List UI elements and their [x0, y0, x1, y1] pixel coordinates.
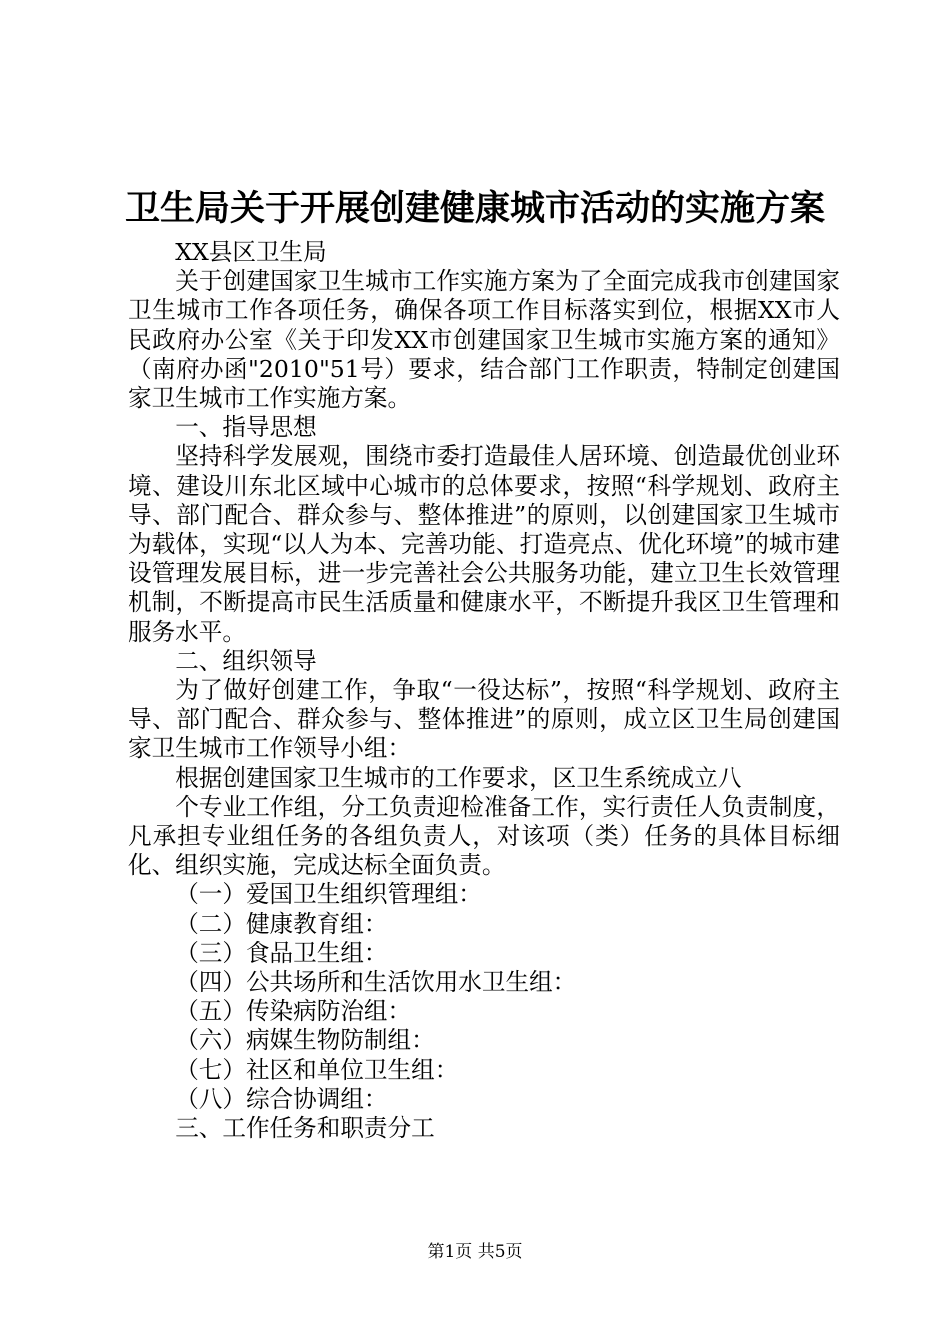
paragraph-working-groups-b: 个专业工作组，分工负责迎检准备工作，实行责任人负责制度，凡承担专业组任务的各组负责人，对该项（类）任务的具体目标细化、组织实施，完成达标全面负责。: [128, 792, 840, 880]
document-title: 卫生局关于开展创建健康城市活动的实施方案: [124, 188, 825, 229]
paragraph-intro: 关于创建国家卫生城市工作实施方案为了全面完成我市创建国家卫生城市工作各项任务，确保各项工作目标落实到位，根据XX市人民政府办公室《关于印发XX市创建国家卫生城市实施方案的通知》（南府办函"2010"51号）要求，结合部门工作职责，特制定创建国家卫生城市工作实施方案。: [128, 267, 840, 413]
list-item: （一）爱国卫生组织管理组：: [175, 880, 482, 909]
section-heading-guiding-ideology: 一、指导思想: [175, 413, 317, 442]
section-heading-organization: 二、组织领导: [175, 646, 317, 675]
list-item: （四）公共场所和生活饮用水卫生组：: [175, 968, 577, 997]
list-item: （五）传染病防治组：: [175, 997, 412, 1026]
paragraph-guiding-ideology: 坚持科学发展观，围绕市委打造最佳人居环境、创造最优创业环境、建设川东北区域中心城市的总体要求，按照“科学规划、政府主导、部门配合、群众参与、整体推进”的原则，以创建国家卫生城市为载体，实现“以人为本、完善功能、打造亮点、优化环境”的城市建设管理发展目标，进一步完善社会公共服务功能，建立卫生长效管理机制，不断提高市民生活质量和健康水平，不断提升我区卫生管理和服务水平。: [128, 442, 840, 646]
document-body: [128, 238, 840, 1143]
section-heading-tasks: 三、工作任务和职责分工: [175, 1114, 435, 1143]
list-item: （八）综合协调组：: [175, 1084, 388, 1113]
list-item: （三）食品卫生组：: [175, 938, 388, 967]
list-item: （六）病媒生物防制组：: [175, 1026, 435, 1055]
paragraph-organization: 为了做好创建工作，争取“一役达标”，按照“科学规划、政府主导、部门配合、群众参与、整体推进”的原则，成立区卫生局创建国家卫生城市工作领导小组：: [128, 676, 840, 763]
list-item: （二）健康教育组：: [175, 909, 388, 938]
paragraph-working-groups-a: 根据创建国家卫生城市的工作要求，区卫生系统成立八: [175, 763, 742, 792]
author-line: XX县区卫生局: [175, 238, 327, 266]
page-indicator: 第1页 共5页: [427, 1242, 523, 1262]
list-item: （七）社区和单位卫生组：: [175, 1055, 459, 1084]
